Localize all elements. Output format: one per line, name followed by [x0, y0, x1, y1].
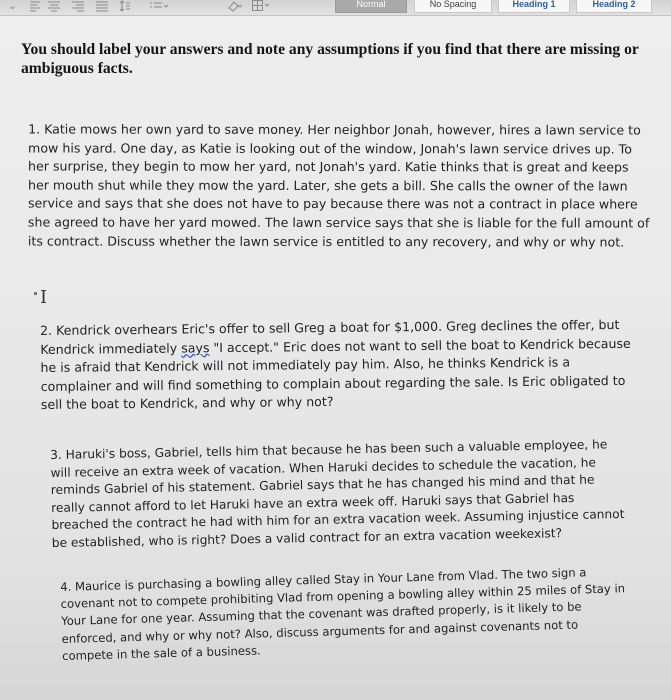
line-spacing-icon[interactable]: [120, 0, 130, 14]
style-no-spacing-label: No Spacing: [429, 0, 477, 9]
chevron-down-icon[interactable]: ⌄: [8, 0, 18, 12]
margin-marker: [34, 292, 37, 295]
ribbon-toolbar: [0, 0, 671, 16]
question-1[interactable]: 1. Katie mows her own yard to save money. Her neighbor Jonah, however, hires a lawn service to mow his yard. One day, as Katie is looking out of the window, Jonah's lawn service drives up. To her surprise, they begin to mow her yard, not Jonah's yard. Katie thinks that is great and keeps her mouth shut while they mow the yard. Later, she gets a bill. She calls the owner of the lawn service and says that she does not have to pay because there was not a contract in place where she agreed to have her yard mowed. The lawn service says that she is liable for the full amount of its contract. Discuss whether the lawn service is entitled to any recovery, and why or why not.: [27, 121, 650, 250]
spelling-flagged-word[interactable]: says: [181, 339, 210, 356]
question-3[interactable]: 3. Haruki's boss, Gabriel, tells him that because he has been such a valuable employee, he will receive an extra week of vacation. When Haruki decides to schedule the vacation, he reminds Gabriel of his statement. Gabriel says that he has changed his mind and that he really cannot afford to let Haruki have an extra week off. Haruki says that Gabriel has breached the contract he had with him for an extra vacation week. Assuming injustice cannot be established, who is right? Does a valid contract for an extra vacation weekexist?: [50, 437, 625, 550]
align-right-icon[interactable]: [72, 0, 84, 14]
align-center-icon[interactable]: [48, 0, 60, 14]
question-2[interactable]: [40, 316, 641, 415]
style-normal[interactable]: [335, 0, 407, 13]
text-cursor-icon: I: [40, 287, 48, 308]
style-heading-2-label: Heading 2: [592, 0, 636, 9]
style-normal-label: Normal: [356, 0, 386, 9]
borders-icon[interactable]: [252, 0, 270, 14]
style-heading-2[interactable]: [576, 0, 652, 13]
align-left-icon[interactable]: [30, 0, 40, 14]
style-no-spacing[interactable]: [414, 0, 492, 13]
style-heading-1-label: Heading 1: [512, 0, 556, 9]
question-2-text-start: 2. Kendrick overhears Eric's offer to sell Greg a boat for $1,000. Greg declines the offer, but Kendrick immediately: [40, 316, 620, 357]
instructions-paragraph[interactable]: You should label your answers and note any assumptions if you find that there are missing or ambiguous facts.: [21, 41, 639, 77]
question-4[interactable]: 4. Maurice is purchasing a bowling alley called Stay in Your Lane from Vlad. The two sign a covenant not to compete prohibiting Vlad from opening a bowling alley within 25 miles of Stay in Your Lane for one year. Assuming that the covenant was drafted properly, is it likely to be enforced, and why or why not? Also, discuss arguments for and against covenants not to compete in the sale of a business.: [60, 565, 626, 663]
style-heading-1[interactable]: [498, 0, 570, 13]
shading-icon[interactable]: [228, 0, 242, 14]
question-2-text-end: "I accept." Eric does not want to sell the boat to Kendrick because he is afraid that Kendrick will not immediately pay him. Also, he thinks Kendrick is a complainer and will find something to complain about regarding the sale. Is Eric obligated to sell the boat to Kendrick, and why or why not?: [40, 335, 631, 413]
justify-icon[interactable]: [96, 0, 108, 14]
bullet-list-icon[interactable]: [150, 0, 168, 14]
